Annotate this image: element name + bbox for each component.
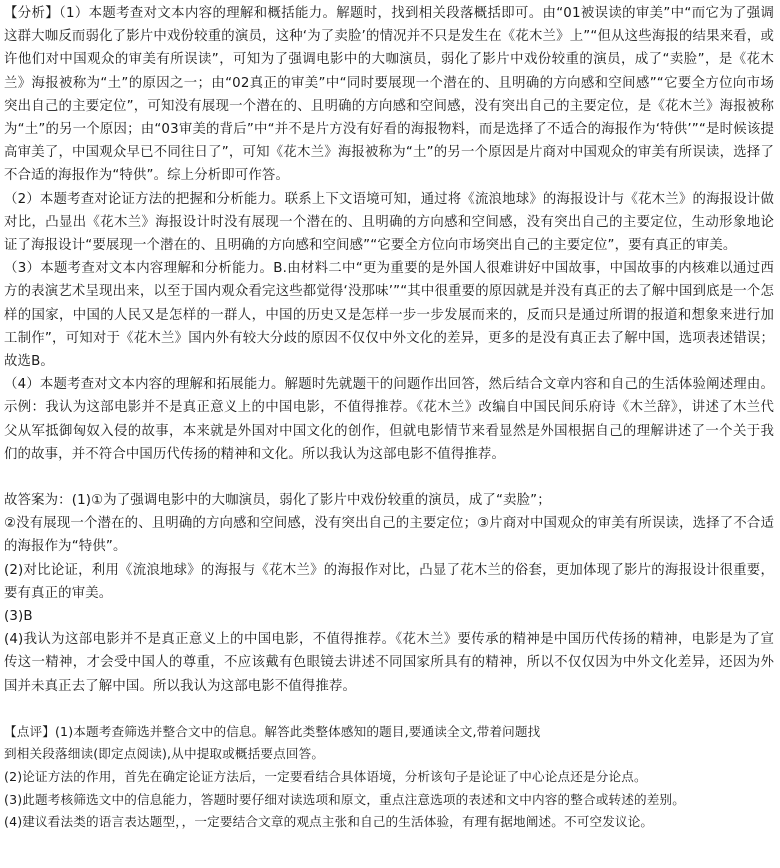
analysis-part-1: 【分析】（1）本题考查对文本内容的理解和概括能力。解题时，找到相关段落概括即可。由“01被误读的审美”中“而它为了强调这群大咖反而弱化了影片中戏份较重的演员，这种‘为了卖脸’的情况并不只是发生在《花木兰》上”“但从这些海报的结果来看，或许他们对中国观众的审美有所误读”，可知为了强调电影中的大咖演员，弱化了影片中戏份较重的演员，成了“卖脸”，是《花木兰》海报被称为“土”的原因之一；由“02真正的审美”中“同时要展现一个潜在的、且明确的方向感和空间感”“它要全方位向市场突出自己的主要定位”，可知没有展现一个潜在的、且明确的方向感和空间感，没有突出自己的主要定位，是《花木兰》海报被称为“土”的另一个原因；由“03审美的背后”中“并不是片方没有好看的海报物料，而是选择了不适合的海报作为‘特供’”“是时候该提高审美了，中国观众早已不同往日了”，可知《花木兰》海报被称为“土”的另一个原因是片商对中国观众的审美有所误读，选择了不合适的海报作为“特供”。综上分析即可作答。 xyxy=(4,6,774,184)
comment-part-3: (3)此题考核筛选文中的信息能力，答题时要仔细对读选项和原文，重点注意选项的表述和文中内容的整合或转述的差别。 xyxy=(4,791,685,807)
analysis-part-3: （3）本题考查对文本内容理解和分析能力。B.由材料二中“更为重要的是外国人很难讲好中国故事，中国故事的内核难以通过西方的表演艺术呈现出来，以至于国内观众看完这些都觉得‘没那味’”“其中很重要的原因就是并没有真正的去了解中国到底是一个怎样的国家，中国的人民又是怎样的一群人，中国的历史又是怎样一步一步发展而来的，反而只是通过所谓的报道和想象来进行加工制作”，可知对于《花木兰》国内外有较大分歧的原因不仅仅中外文化的差异，更多的是没有真正去了解中国，选项表述错误；故选B。 xyxy=(4,261,774,370)
section-spacer xyxy=(4,466,774,489)
section-spacer xyxy=(4,698,774,721)
comment-part-2: (2)论证方法的作用，首先在确定论证方法后，一定要看结合具体语境，分析该句子是论证了中心论点还是分论点。 xyxy=(4,769,647,785)
answer-part-1-continued: ②没有展现一个潜在的、且明确的方向感和空间感，没有突出自己的主要定位；③片商对中国观众的审美有所误读，选择了不合适的海报作为“特供”。 xyxy=(4,516,774,555)
comment-part-4: (4)建议看法类的语言表达题型，，一定要结合文章的观点主张和自己的生活体验，有理有据地阐述。不可空发议论。 xyxy=(4,814,654,830)
analysis-part-4: （4）本题考查对文本内容的理解和拓展能力。解题时先就题干的问题作出回答，然后结合文章内容和自己的生活体验阐述理由。示例：我认为这部电影并不是真正意义上的中国电影，不值得推荐。《花木兰》改编自中国民间乐府诗《木兰辞》，讲述了木兰代父从军抵御匈奴入侵的故事，本来就是外国对中国文化的创作，但就电影情节来看显然是外国根据自己的理解讲述了一个关于我们的故事，并不符合中国历代传扬的精神和文化。所以我认为这部电影不值得推荐。 xyxy=(4,377,774,462)
comment-part-1-continued: 到相关段落细读(即定点阅读),从中提取或概括要点回答。 xyxy=(4,746,325,762)
answer-part-4: (4)我认为这部电影并不是真正意义上的中国电影，不值得推荐。《花木兰》要传承的精神是中国历代传扬的精神，电影是为了宣传这一精神，才会受中国人的尊重，不应该戴有色眼镜去讲述不同国家所具有的精神，所以不仅仅因为中外文化差异，还因为外国并未真正去了解中国。所以我认为这部电影不值得推荐。 xyxy=(4,632,774,694)
answer-part-1: 故答案为：(1)①为了强调电影中的大咖演员，弱化了影片中戏份较重的演员，成了“卖脸”； xyxy=(4,493,551,509)
answer-part-2: (2)对比论证，利用《流浪地球》的海报与《花木兰》的海报作对比，凸显了花木兰的俗套，更加体现了影片的海报设计很重要，要有真正的审美。 xyxy=(4,562,774,601)
analysis-part-2: （2）本题考查对论证方法的把握和分析能力。联系上下文语境可知，通过将《流浪地球》的海报设计与《花木兰》的海报设计做对比，凸显出《花木兰》海报设计时没有展现一个潜在的、且明确的方向感和空间感，没有突出自己的主要定位，生动形象地论证了海报设计“要展现一个潜在的、且明确的方向感和空间感”“它要全方位向市场突出自己的主要定位”，要有真正的审美。 xyxy=(4,191,774,254)
answer-part-3: (3)B xyxy=(4,609,33,625)
comment-part-1: 【点评】(1)本题考查筛选并整合文中的信息。解答此类整体感知的题目,要通读全文,带着问题找 xyxy=(4,723,541,739)
